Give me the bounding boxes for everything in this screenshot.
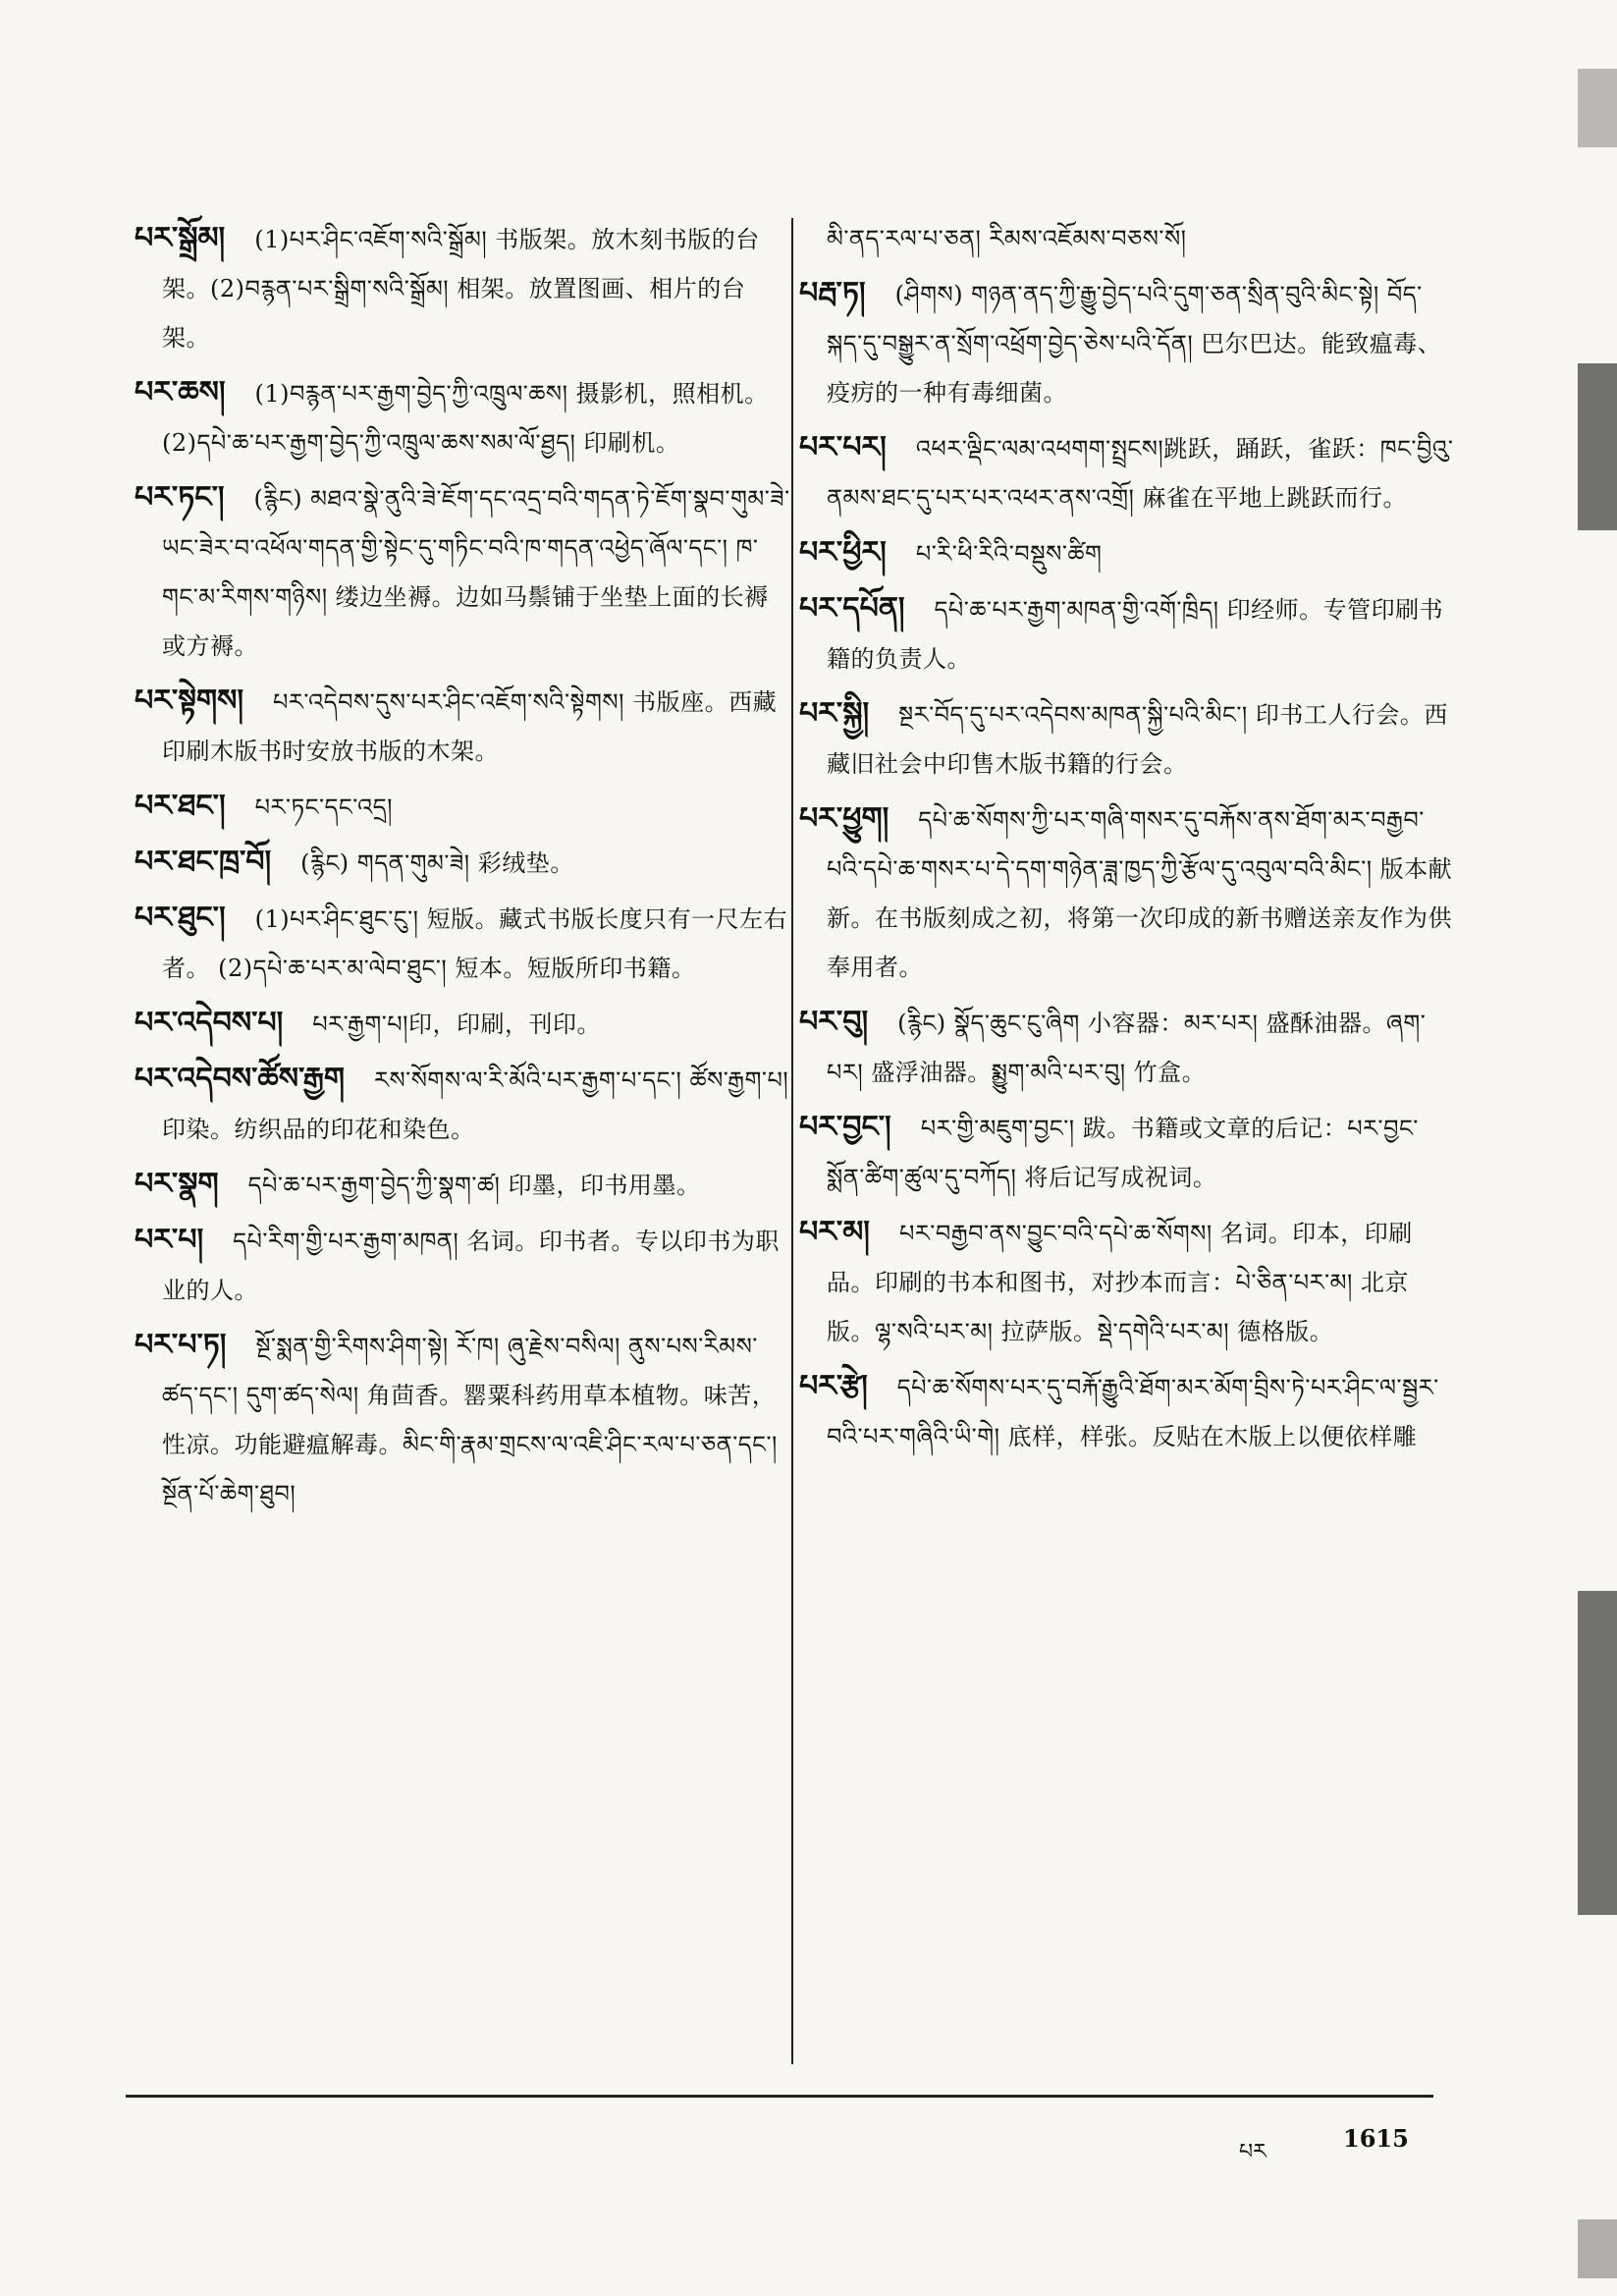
dictionary-entry xyxy=(135,1216,790,1315)
column-divider xyxy=(791,218,793,2064)
entry-definition: པར་ཏང་དང་འདྲ། xyxy=(254,793,393,821)
entry-definition: (1)པར་ཤིང་ཐུང་ངུ་། 短版。藏式书版长度只有一尺左右者。 (2)དཔེ་ཆ་པར་མ་ལེབ་ཐུང་། 短本。短版所印书籍。 xyxy=(162,905,788,982)
entry-headword: པར་འདེབས་ཚོས་རྒྱག xyxy=(135,1062,346,1096)
entry-headword: པར་ཐང་ཁྲ་བོ། xyxy=(135,845,272,879)
dictionary-entry xyxy=(135,894,790,993)
dictionary-entry xyxy=(799,998,1455,1097)
dictionary-entry xyxy=(135,473,790,671)
entry-definition: རས་སོགས་ལ་རི་མོའི་པར་རྒྱག་པ་དང་། ཚོས་རྒྱག་པ། 印染。纺织品的印花和染色。 xyxy=(162,1066,789,1143)
dictionary-entry xyxy=(799,689,1455,789)
dictionary-entry xyxy=(135,368,790,467)
entry-headword: པར་བུ། xyxy=(799,1005,869,1039)
dictionary-entry xyxy=(799,794,1455,992)
entry-headword: པར་སྐྱི། xyxy=(799,696,870,731)
entry-definition: པ་རི་ཕི་རིའི་བསྡུས་ཚིག xyxy=(915,540,1103,568)
running-head: པར xyxy=(1239,2140,1267,2164)
entry-definition: དཔེ་ཆ་སོགས་ཀྱི་པར་གཞི་གསར་དུ་བརྐོས་ནས་ཐོག་མར་བརྒྱབ་པའི་དཔེ་ཆ་གསར་པ་དེ་དག་གཉེན་ཟླ་ཁྱད་ཀྱི་རྩོལ་དུ་འབུལ་བའི་མིང་། 版本献新。在书版刻成之初，将第一次印成的新书赠送亲友作为供奉用者。 xyxy=(827,806,1453,981)
entry-definition: པར་བརྒྱབ་ནས་བྱུང་བའི་དཔེ་ཆ་སོགས། 名词。印本，印刷品。印刷的书本和图书，对抄本而言：པེ་ཅིན་པར་མ། 北京版。ལྷ་སའི་པར་མ། 拉萨版。སྡེ་དགེའི་པར་མ། 德格版。 xyxy=(827,1220,1413,1345)
dictionary-entry xyxy=(135,1160,790,1210)
dictionary-entry xyxy=(135,999,790,1049)
entry-definition: དཔེ་ཆ་པར་རྒྱག་མཁན་གྱི་འགོ་ཁྲིད། 印经师。专管印刷书籍的负责人。 xyxy=(827,596,1444,673)
entry-headword: པར་བྱང་། xyxy=(799,1110,891,1144)
entry-headword: པར་སྒྲོམ། xyxy=(135,221,226,255)
entry-definition: (རྙིང) མཐའ་སྣེ་ནུའི་ཟེ་ཇོག་དང་འདྲ་བའི་གདན་ཏེ་ཇོག་སྣབ་གུམ་ཟེ་ཡང་ཟེར་བ་འཕོལ་གདན་གྱི་སྟེང་དུ་གཏིང་བའི་ཁ་གདན་འཕྱེད་ཞོལ་དང་། ཁ་གང་མ་རིགས་གཉིས། 缕边坐褥。边如马鬃铺于坐垫上面的长褥或方褥。 xyxy=(162,485,790,660)
entry-definition: པར་གྱི་མཇུག་བྱང་། 跋。书籍或文章的后记：པར་བྱང་སྨོན་ཚིག་ཚུལ་དུ་བཀོད། 将后记写成祝词。 xyxy=(827,1115,1419,1191)
right-column xyxy=(799,214,1455,1467)
dictionary-entry xyxy=(799,269,1455,417)
entry-definition: (1)པར་ཤིང་འཇོག་སའི་སྒྲོམ། 书版架。放木刻书版的台架。(2)བརྙན་པར་སྒྲིག་སའི་སྒྲོམ། 相架。放置图画、相片的台架。 xyxy=(162,226,760,352)
entry-headword: པར་རྩེ། xyxy=(799,1369,868,1403)
entry-headword: པར་པར། xyxy=(799,430,887,465)
entry-definition: འཕར་ལྡིང་ལམ་འཕགག་སྤྲངས།跳跃，踊跃，雀跃：ཁང་བྱིའུ་ནམས་ཐང་དུ་པར་པར་འཕར་ནས་འགྲོ། 麻雀在平地上跳跃而行。 xyxy=(827,435,1454,512)
dictionary-entry xyxy=(135,1055,790,1154)
dictionary-entry xyxy=(799,1362,1455,1461)
entry-headword: པར་ཆས། xyxy=(135,375,226,410)
entry-headword: པར་མ། xyxy=(799,1215,870,1249)
entry-definition: (རྙིང) སྣོད་ཆུང་ངུ་ཞིག 小容器：མར་པར། 盛酥油器。ཞག་པར། 盛浮油器。སྨྱུག་མའི་པར་བུ། 竹盒。 xyxy=(827,1010,1427,1086)
dictionary-entry xyxy=(827,214,1455,263)
entry-headword: པར་སྟེགས། xyxy=(135,683,243,718)
entry-definition: སྔོ་སྨན་གྱི་རིགས་ཤིག་སྟེ། རོ་ཁ། ཞུ་རྗེས་བསིལ། ནུས་པས་རིམས་ཚད་དང་། དུག་ཚད་སེལ། 角茴香。罂粟科药用草本植物。味苦，性凉。功能避瘟解毒。མིང་གི་རྣམ་གྲངས་ལ་འཇི་ཤིང་རལ་པ་ཅན་དང་། སྔོན་པོ་ཆེག་ཐུབ། xyxy=(162,1333,778,1507)
dictionary-entry xyxy=(799,1208,1455,1356)
entry-headword: པརྦ་ཏ། xyxy=(799,276,866,310)
entry-definition: པར་རྒྱག་པ།印，印刷，刊印。 xyxy=(312,1011,601,1038)
scan-edge-marks xyxy=(1578,0,1617,2296)
footer-rule xyxy=(126,2095,1433,2098)
dictionary-entry xyxy=(799,584,1455,683)
entry-definition: དཔེ་ཆ་པར་རྒྱག་བྱེད་ཀྱི་སྣག་ཚ། 印墨，印书用墨。 xyxy=(247,1172,701,1199)
entry-headword: པར་ཐང་། xyxy=(135,789,226,823)
entry-definition: པར་འདེབས་དུས་པར་ཤིང་འཇོག་སའི་སྟེགས། 书版座。西藏印刷木版书时安放书版的木架。 xyxy=(162,688,778,765)
entry-headword: པར་ཏང་། xyxy=(135,480,225,515)
dictionary-entry xyxy=(135,677,790,776)
entry-definition: མི་ནད་རལ་པ་ཅན། རིམས་འཇོམས་བཅས་སོ། xyxy=(827,225,1187,252)
entry-headword: པར་པ། xyxy=(135,1223,204,1257)
entry-definition: (ཤིགས) གཉན་ནད་ཀྱི་རྒྱུ་བྱེད་པའི་དུག་ཅན་སྲིན་བུའི་མིང་སྟེ། བོད་སྐད་དུ་བསྒྱུར་ན་སྲོག་འཕྲོག་བྱེད་ཅེས་པའི་དོན། 巴尔巴达。能致瘟毒、疫疠的一种有毒细菌。 xyxy=(827,281,1442,407)
dictionary-entry xyxy=(135,782,790,832)
dictionary-entry xyxy=(135,838,790,888)
entry-definition: དཔེ་ཆ་སོགས་པར་དུ་བརྐོ་རྒྱུའི་ཐོག་མར་མོག་བྲིས་ཏེ་པར་ཤིང་ལ་སྦྱར་བའི་པར་གཞིའི་ཡི་གེ། 底样，样张。反贴在木版上以便依样雕 xyxy=(827,1374,1439,1450)
page-number: 1615 xyxy=(1343,2124,1409,2153)
entry-headword: པར་པ་ཏ། xyxy=(135,1328,227,1362)
entry-headword: པར་སྣག xyxy=(135,1167,219,1201)
entry-definition: (1)བརྙན་པར་རྒྱག་བྱེད་ཀྱི་འཁྲུལ་ཆས། 摄影机，照相机。 (2)དཔེ་ཆ་པར་རྒྱག་བྱེད་ཀྱི་འཁྲུལ་ཆས་སམ་ལོ་ཐྱད། 印刷机。 xyxy=(162,380,769,457)
dictionary-entry xyxy=(799,528,1455,578)
dictionary-entry xyxy=(135,214,790,362)
entry-definition: སྔར་བོད་དུ་པར་འདེབས་མཁན་སྐྱི་པའི་མིང་། 印书工人行会。西藏旧社会中印售木版书籍的行会。 xyxy=(827,701,1448,778)
entry-headword: པར་འདེབས་པ། xyxy=(135,1006,284,1040)
entry-headword: པར་ཕྱུག། xyxy=(799,801,889,836)
entry-headword: པར་ཕྱིར། xyxy=(799,535,887,570)
dictionary-entry xyxy=(135,1321,790,1518)
left-column xyxy=(135,214,790,1524)
dictionary-entry xyxy=(799,1103,1455,1202)
dictionary-entry xyxy=(799,423,1455,522)
entry-definition: དཔེ་རིག་གྱི་པར་རྒྱག་མཁན། 名词。印书者。专以印书为职业的人。 xyxy=(162,1228,780,1304)
entry-headword: པར་དཔོན། xyxy=(799,591,905,626)
entry-headword: པར་ཐུང་། xyxy=(135,901,226,935)
entry-definition: (རྙིང) གདན་གུམ་ཟེ། 彩绒垫。 xyxy=(300,849,574,877)
